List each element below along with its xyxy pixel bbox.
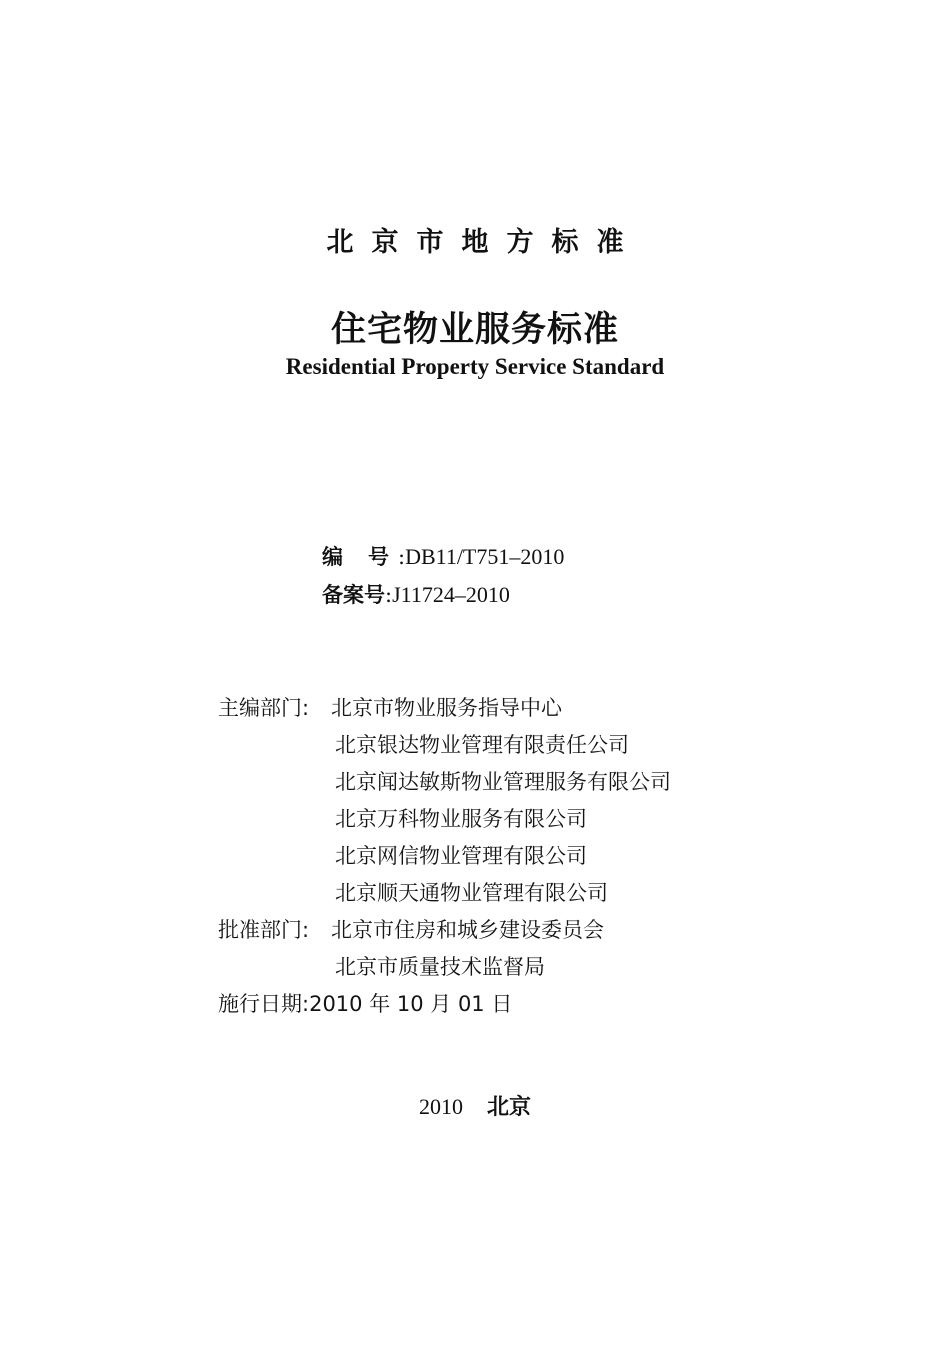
standard-codes (322, 538, 564, 614)
chief-editor-row (218, 801, 671, 838)
chief-editor-row (218, 838, 671, 875)
chief-editor-item: 北京闻达敏斯物业管理服务有限公司 (335, 770, 671, 794)
publication-year: 2010 (418, 1094, 463, 1119)
series-title: 北京市地方标准 (326, 227, 642, 258)
effective-date-value: 2010 年 10 月 01 日 (309, 992, 513, 1016)
approval-row (218, 949, 671, 986)
main-title: 住宅物业服务标准 (330, 310, 619, 350)
chief-editor-item: 北京顺天通物业管理有限公司 (335, 881, 608, 905)
publication-info (218, 690, 671, 1023)
publication-footer (0, 1090, 950, 1121)
record-number-row (322, 576, 564, 614)
approval-label: 批准部门: (218, 918, 310, 942)
record-number-value: J11724–2010 (392, 582, 510, 607)
chief-editor-row (218, 690, 671, 727)
approver-item: 北京市质量技术监督局 (335, 955, 545, 979)
effective-date-label: 施行日期: (218, 992, 310, 1016)
chief-editor-row (218, 875, 671, 912)
approver-item: 北京市住房和城乡建设委员会 (331, 918, 604, 942)
chief-editor-label: 主编部门: (218, 696, 310, 720)
standard-number-row (322, 538, 564, 576)
chief-editor-row (218, 764, 671, 801)
record-number-label: 备案号 (322, 583, 385, 607)
chief-editor-item: 北京市物业服务指导中心 (331, 696, 562, 720)
effective-date-row (218, 986, 671, 1023)
chief-editor-item: 北京万科物业服务有限公司 (335, 807, 587, 831)
standard-number-label: 编 号 (322, 545, 389, 569)
chief-editor-row (218, 727, 671, 764)
publication-city: 北京 (486, 1095, 531, 1120)
english-title: Residential Property Service Standard (285, 354, 665, 379)
chief-editor-item: 北京网信物业管理有限公司 (335, 844, 587, 868)
approval-row (218, 912, 671, 949)
standard-number-separator: : (398, 545, 406, 569)
chief-editor-item: 北京银达物业管理有限责任公司 (335, 733, 629, 757)
record-number-separator: : (385, 583, 393, 607)
standard-number-value: DB11/T751–2010 (405, 544, 565, 569)
